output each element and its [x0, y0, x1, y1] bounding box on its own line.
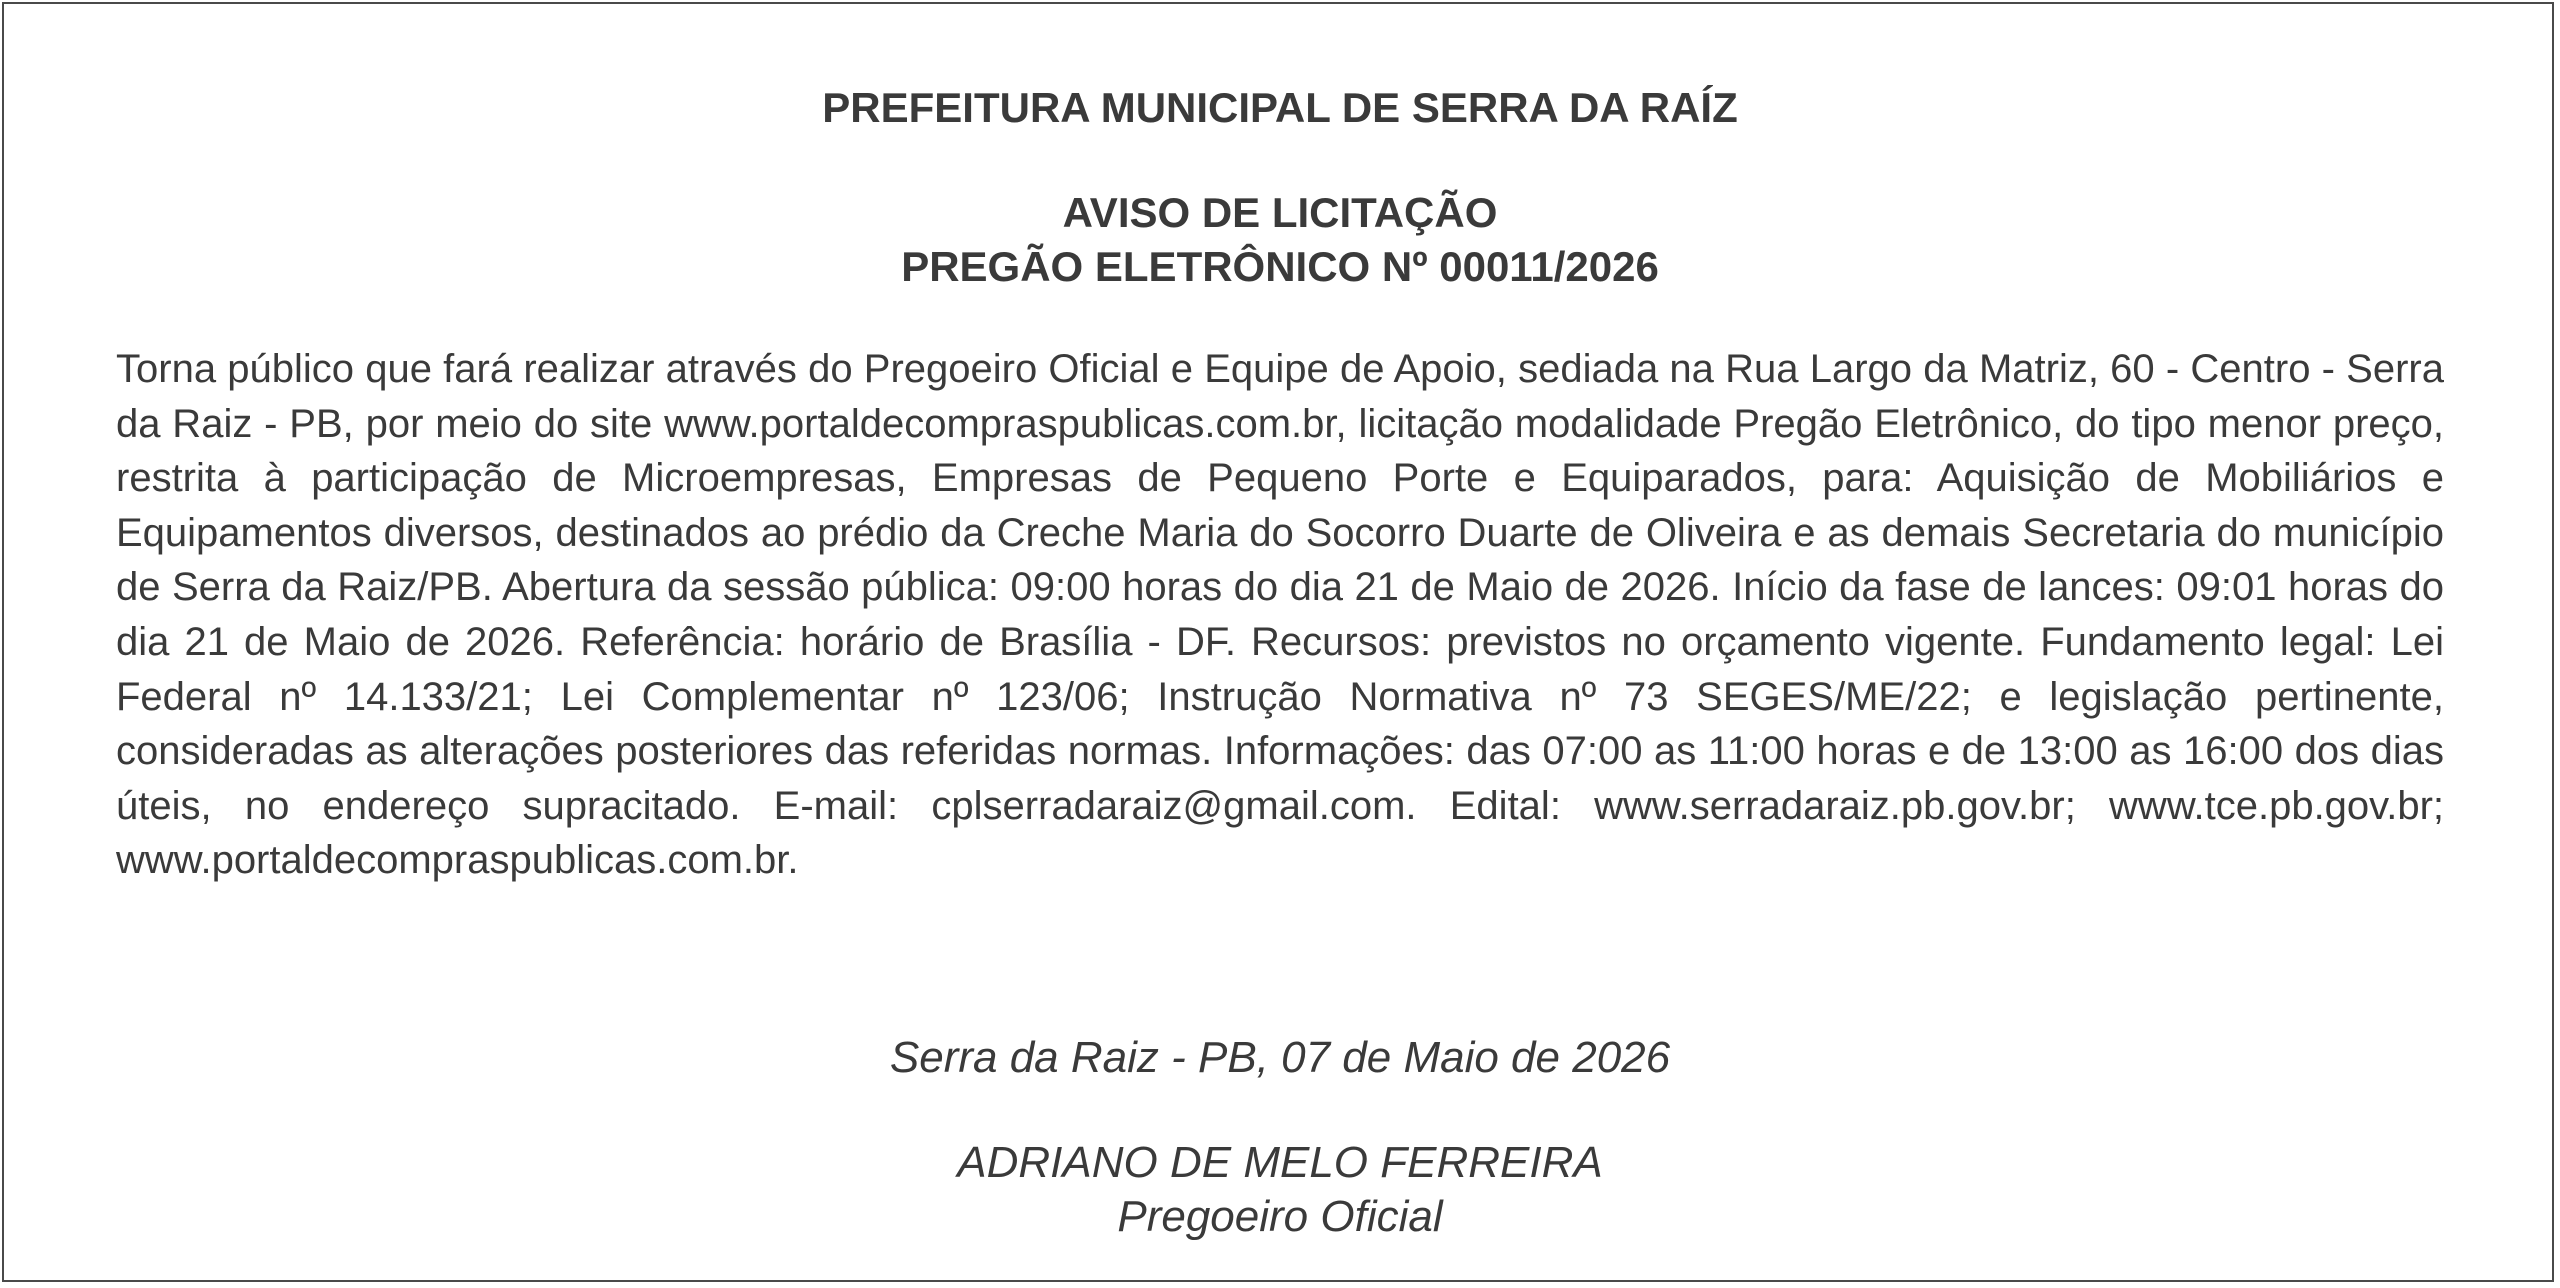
signer-role: Pregoeiro Oficial [1117, 1192, 1443, 1241]
notice-heading [0, 186, 2560, 294]
organization-name: PREFEITURA MUNICIPAL DE SERRA DA RAÍZ [822, 84, 1738, 131]
place-and-date: Serra da Raiz - PB, 07 de Maio de 2026 [889, 1033, 1671, 1082]
signer-name: ADRIANO DE MELO FERREIRA [957, 1138, 1603, 1187]
notice-title: AVISO DE LICITAÇÃO [1062, 189, 1498, 236]
signature-block [0, 1136, 2560, 1244]
notice-body: Torna público que fará realizar através do Pregoeiro Oficial e Equipe de Apoio, sediada na Rua Largo da Matriz, 60 - Centro - Serra da Raiz - PB, por meio do site www.portaldecompraspublicas.com.br, licitação modalidade Pregão Eletrônico, do tipo menor preço, restrita à participação de Microempresas, Empresas de Pequeno Porte e Equiparados, para: Aquisição de Mobiliários e Equipamentos diversos, destinados ao prédio da Creche Maria do Socorro Duarte de Oliveira e as demais Secretaria do município de Serra da Raiz/PB. Abertura da sessão pública: 09:00 horas do dia 21 de Maio de 2026. Início da fase de lances: 09:01 horas do dia 21 de Maio de 2026. Referência: horário de Brasília - DF. Recursos: previstos no orçamento vigente. Fundamento legal: Lei Federal nº 14.133/21; Lei Complementar nº 123/06; Instrução Normativa nº 73 SEGES/ME/22; e legislação pertinente, consideradas as alterações posteriores das referidas normas. Informações: das 07:00 as 11:00 horas e de 13:00 as 16:00 dos dias úteis, no endereço supracitado. E-mail: cplserradaraiz@gmail.com. Edital: www.serradaraiz.pb.gov.br; www.tce.pb.gov.br; www.portaldecompraspublicas.com.br. [116, 347, 2444, 883]
notice-subtitle: PREGÃO ELETRÔNICO Nº 00011/2026 [901, 243, 1659, 290]
